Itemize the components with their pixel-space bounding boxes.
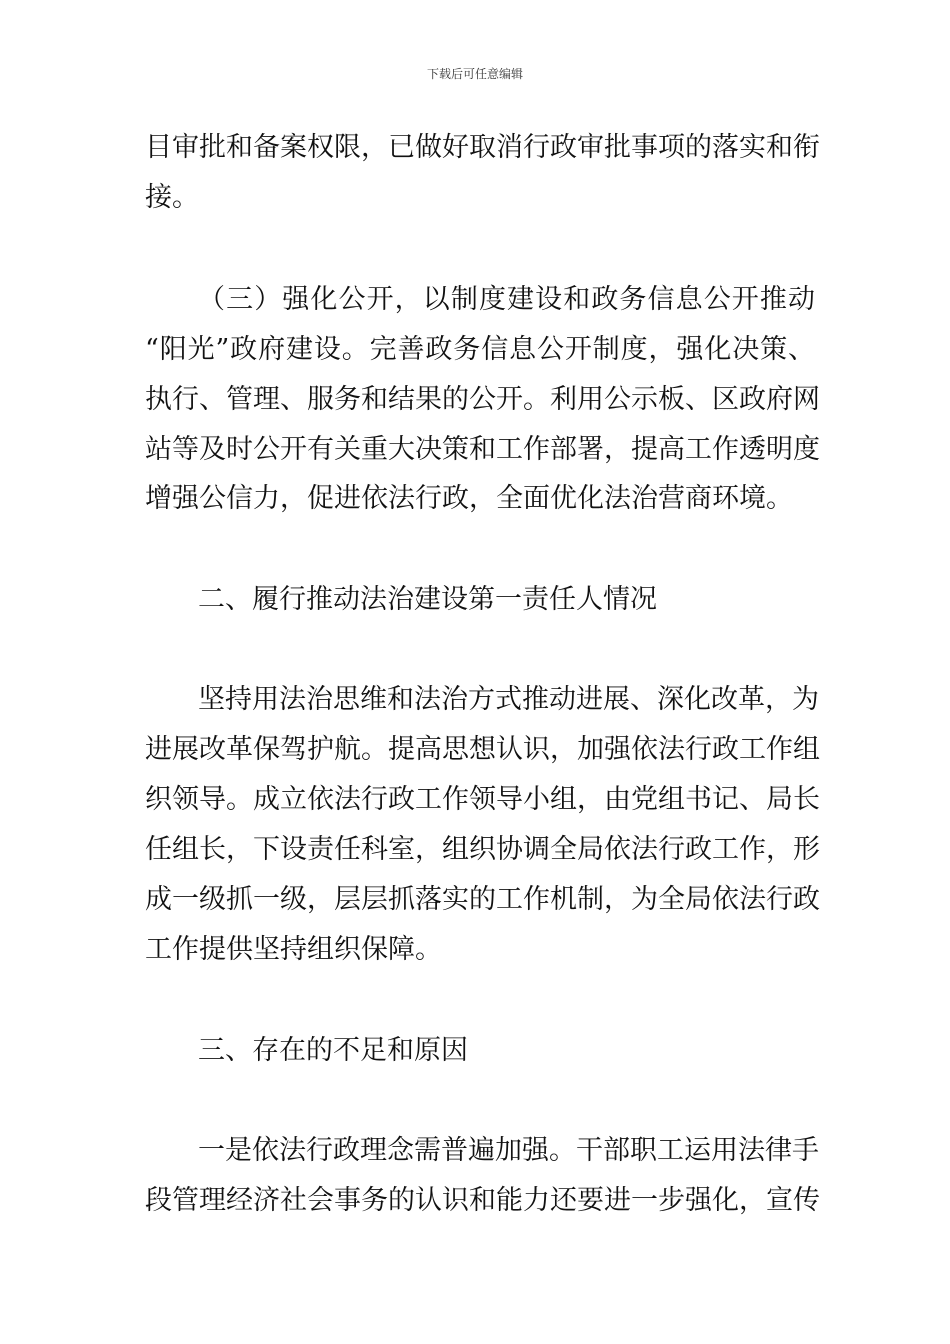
text-line-10: 进展改革保驾护航。提高思想认识，加强依法行政工作组 [145,734,820,765]
text-line-12: 任组长，下设责任科室，组织协调全局依法行政工作，形 [145,834,820,865]
text-line-2: 接。 [145,182,199,213]
text-line-6: 站等及时公开有关重大决策和工作部署，提高工作透明度 [145,434,820,465]
text-line-9: 坚持用法治思维和法治方式推动进展、深化改革，为 [198,684,819,715]
text-line-11: 织领导。成立依法行政工作领导小组，由党组书记、局长 [145,784,820,815]
text-line-13: 成一级抓一级，层层抓落实的工作机制，为全局依法行政 [145,884,820,915]
page-header: 下载后可任意编辑 [426,67,523,81]
text-line-5: 执行、管理、服务和结果的公开。利用公示板、区政府网 [145,384,820,415]
text-line-16: 一是依法行政理念需普遍加强。干部职工运用法律手 [198,1135,819,1166]
text-line-4: “阳光”政府建设。完善政务信息公开制度，强化决策、 [145,334,815,365]
text-line-17: 段管理经济社会事务的认识和能力还要进一步强化，宣传 [145,1185,820,1216]
text-line-14: 工作提供坚持组织保障。 [145,934,442,965]
section-heading-3: 三、存在的不足和原因 [198,1035,468,1066]
text-line-7: 增强公信力，促进依法行政，全面优化法治营商环境。 [145,483,793,514]
text-line-3: （三）强化公开，以制度建设和政务信息公开推动 [198,284,815,315]
section-heading-2: 二、履行推动法治建设第一责任人情况 [198,584,657,615]
text-line-1: 目审批和备案权限，已做好取消行政审批事项的落实和衔 [145,132,820,163]
